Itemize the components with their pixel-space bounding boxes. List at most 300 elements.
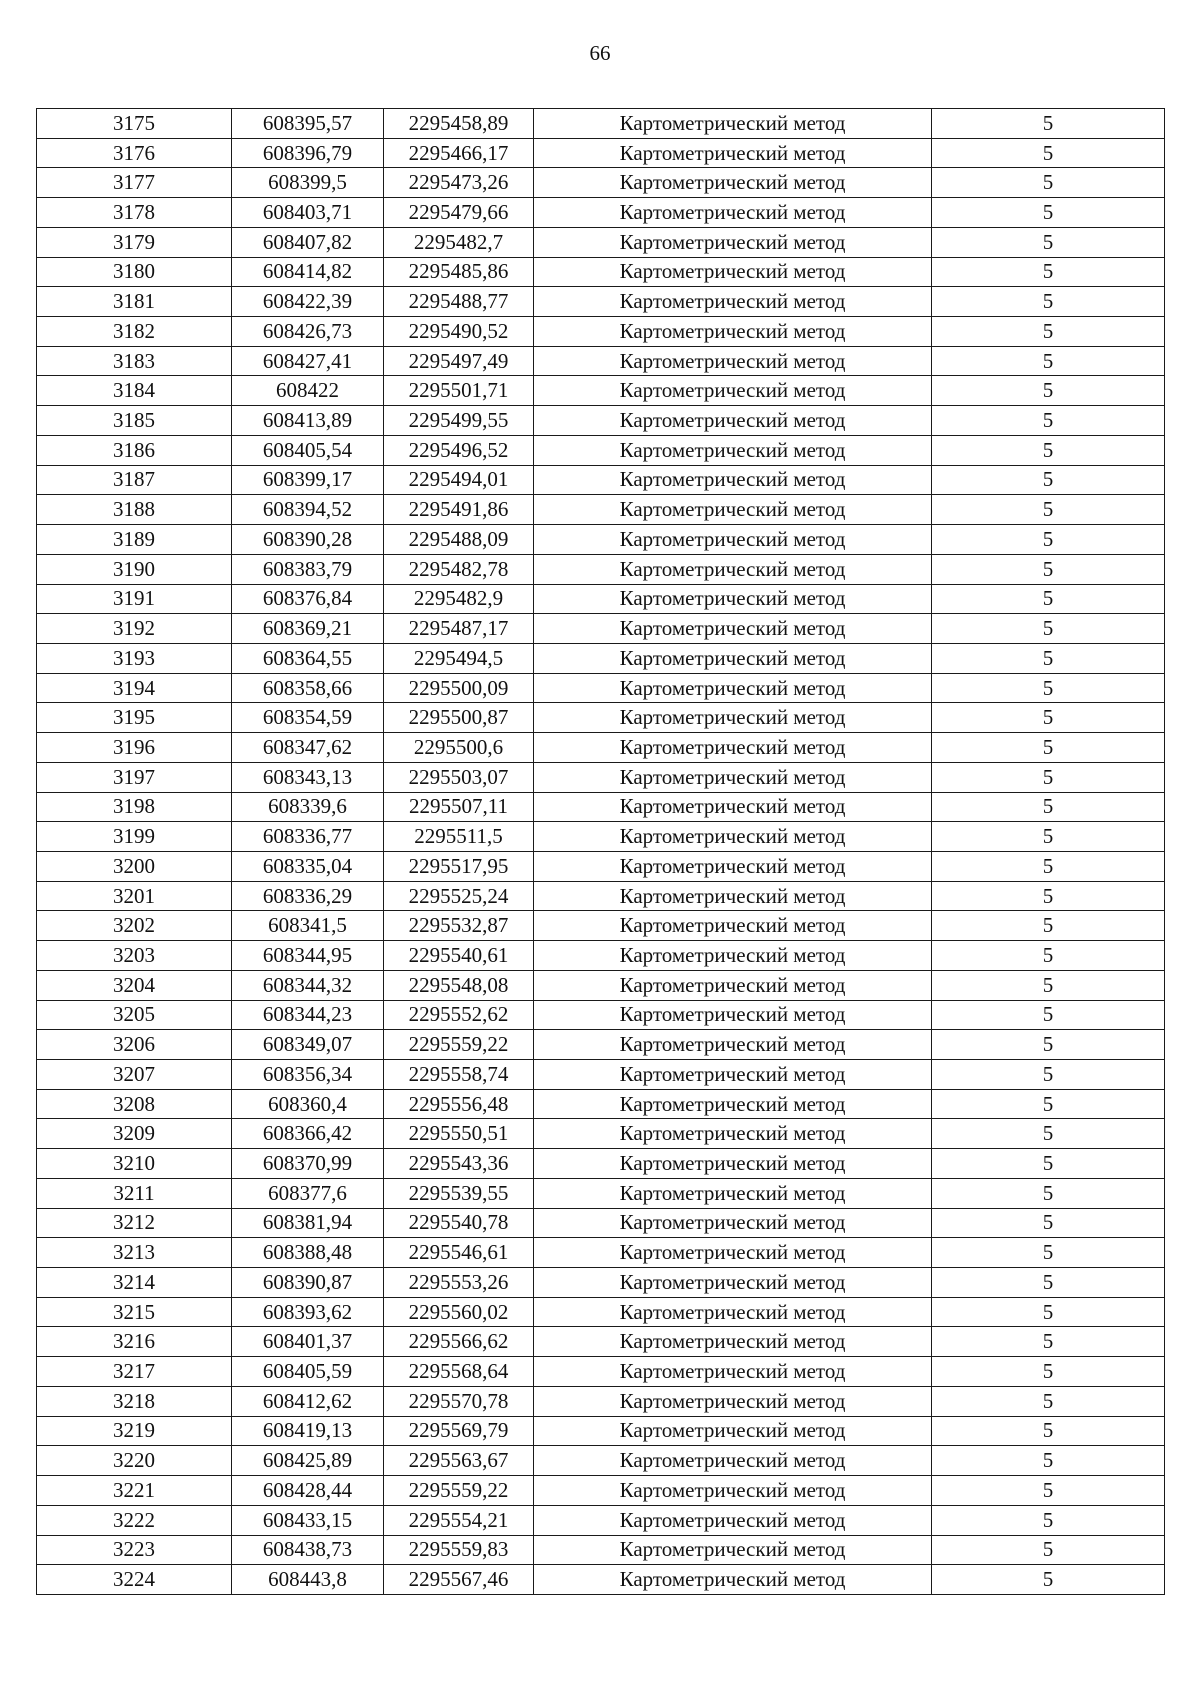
point-number-cell: 3181 <box>37 287 232 317</box>
accuracy-cell: 5 <box>932 1565 1165 1595</box>
table-row <box>37 1505 1165 1535</box>
coordinates-table <box>36 108 1165 1595</box>
y-coordinate-cell: 2295525,24 <box>384 881 534 911</box>
accuracy-cell: 5 <box>932 1327 1165 1357</box>
point-number-cell: 3210 <box>37 1149 232 1179</box>
y-coordinate-cell: 2295511,5 <box>384 822 534 852</box>
method-cell: Картометрический метод <box>534 673 932 703</box>
table-row <box>37 406 1165 436</box>
accuracy-cell: 5 <box>932 525 1165 555</box>
method-cell: Картометрический метод <box>534 406 932 436</box>
table-row <box>37 227 1165 257</box>
point-number-cell: 3216 <box>37 1327 232 1357</box>
accuracy-cell: 5 <box>932 1060 1165 1090</box>
x-coordinate-cell: 608395,57 <box>232 109 384 139</box>
y-coordinate-cell: 2295494,01 <box>384 465 534 495</box>
y-coordinate-cell: 2295503,07 <box>384 762 534 792</box>
accuracy-cell: 5 <box>932 941 1165 971</box>
x-coordinate-cell: 608425,89 <box>232 1446 384 1476</box>
point-number-cell: 3214 <box>37 1268 232 1298</box>
accuracy-cell: 5 <box>932 1357 1165 1387</box>
method-cell: Картометрический метод <box>534 1565 932 1595</box>
point-number-cell: 3200 <box>37 851 232 881</box>
method-cell: Картометрический метод <box>534 1386 932 1416</box>
table-row <box>37 941 1165 971</box>
y-coordinate-cell: 2295558,74 <box>384 1060 534 1090</box>
point-number-cell: 3196 <box>37 733 232 763</box>
y-coordinate-cell: 2295548,08 <box>384 970 534 1000</box>
method-cell: Картометрический метод <box>534 1178 932 1208</box>
y-coordinate-cell: 2295496,52 <box>384 435 534 465</box>
method-cell: Картометрический метод <box>534 525 932 555</box>
x-coordinate-cell: 608344,32 <box>232 970 384 1000</box>
accuracy-cell: 5 <box>932 1149 1165 1179</box>
y-coordinate-cell: 2295482,7 <box>384 227 534 257</box>
y-coordinate-cell: 2295485,86 <box>384 257 534 287</box>
y-coordinate-cell: 2295540,61 <box>384 941 534 971</box>
x-coordinate-cell: 608427,41 <box>232 346 384 376</box>
table-row <box>37 614 1165 644</box>
y-coordinate-cell: 2295491,86 <box>384 495 534 525</box>
y-coordinate-cell: 2295517,95 <box>384 851 534 881</box>
method-cell: Картометрический метод <box>534 1000 932 1030</box>
y-coordinate-cell: 2295482,78 <box>384 554 534 584</box>
accuracy-cell: 5 <box>932 435 1165 465</box>
method-cell: Картометрический метод <box>534 1089 932 1119</box>
method-cell: Картометрический метод <box>534 1208 932 1238</box>
accuracy-cell: 5 <box>932 287 1165 317</box>
table-row <box>37 911 1165 941</box>
y-coordinate-cell: 2295567,46 <box>384 1565 534 1595</box>
table-row <box>37 495 1165 525</box>
x-coordinate-cell: 608335,04 <box>232 851 384 881</box>
point-number-cell: 3175 <box>37 109 232 139</box>
x-coordinate-cell: 608426,73 <box>232 317 384 347</box>
page-number: 66 <box>589 41 611 65</box>
table-row <box>37 822 1165 852</box>
x-coordinate-cell: 608433,15 <box>232 1505 384 1535</box>
y-coordinate-cell: 2295540,78 <box>384 1208 534 1238</box>
point-number-cell: 3205 <box>37 1000 232 1030</box>
table-row <box>37 1208 1165 1238</box>
y-coordinate-cell: 2295566,62 <box>384 1327 534 1357</box>
y-coordinate-cell: 2295570,78 <box>384 1386 534 1416</box>
x-coordinate-cell: 608422,39 <box>232 287 384 317</box>
method-cell: Картометрический метод <box>534 1416 932 1446</box>
accuracy-cell: 5 <box>932 851 1165 881</box>
x-coordinate-cell: 608381,94 <box>232 1208 384 1238</box>
point-number-cell: 3187 <box>37 465 232 495</box>
table-row <box>37 1446 1165 1476</box>
y-coordinate-cell: 2295559,22 <box>384 1476 534 1506</box>
method-cell: Картометрический метод <box>534 1149 932 1179</box>
x-coordinate-cell: 608383,79 <box>232 554 384 584</box>
point-number-cell: 3190 <box>37 554 232 584</box>
y-coordinate-cell: 2295500,6 <box>384 733 534 763</box>
x-coordinate-cell: 608336,29 <box>232 881 384 911</box>
table-row <box>37 1000 1165 1030</box>
table-row <box>37 1060 1165 1090</box>
method-cell: Картометрический метод <box>534 1446 932 1476</box>
point-number-cell: 3207 <box>37 1060 232 1090</box>
table-row <box>37 1089 1165 1119</box>
x-coordinate-cell: 608399,17 <box>232 465 384 495</box>
x-coordinate-cell: 608401,37 <box>232 1327 384 1357</box>
y-coordinate-cell: 2295546,61 <box>384 1238 534 1268</box>
y-coordinate-cell: 2295553,26 <box>384 1268 534 1298</box>
method-cell: Картометрический метод <box>534 1327 932 1357</box>
y-coordinate-cell: 2295488,77 <box>384 287 534 317</box>
method-cell: Картометрический метод <box>534 465 932 495</box>
method-cell: Картометрический метод <box>534 138 932 168</box>
method-cell: Картометрический метод <box>534 1119 932 1149</box>
accuracy-cell: 5 <box>932 317 1165 347</box>
accuracy-cell: 5 <box>932 822 1165 852</box>
y-coordinate-cell: 2295479,66 <box>384 198 534 228</box>
point-number-cell: 3212 <box>37 1208 232 1238</box>
accuracy-cell: 5 <box>932 614 1165 644</box>
x-coordinate-cell: 608356,34 <box>232 1060 384 1090</box>
accuracy-cell: 5 <box>932 881 1165 911</box>
table-row <box>37 1119 1165 1149</box>
point-number-cell: 3223 <box>37 1535 232 1565</box>
method-cell: Картометрический метод <box>534 1268 932 1298</box>
table-row <box>37 109 1165 139</box>
table-row <box>37 1268 1165 1298</box>
method-cell: Картометрический метод <box>534 703 932 733</box>
x-coordinate-cell: 608407,82 <box>232 227 384 257</box>
method-cell: Картометрический метод <box>534 643 932 673</box>
y-coordinate-cell: 2295466,17 <box>384 138 534 168</box>
x-coordinate-cell: 608412,62 <box>232 1386 384 1416</box>
y-coordinate-cell: 2295560,02 <box>384 1297 534 1327</box>
point-number-cell: 3195 <box>37 703 232 733</box>
x-coordinate-cell: 608394,52 <box>232 495 384 525</box>
accuracy-cell: 5 <box>932 1119 1165 1149</box>
table-row <box>37 1327 1165 1357</box>
method-cell: Картометрический метод <box>534 1297 932 1327</box>
accuracy-cell: 5 <box>932 1000 1165 1030</box>
table-row <box>37 198 1165 228</box>
x-coordinate-cell: 608369,21 <box>232 614 384 644</box>
x-coordinate-cell: 608349,07 <box>232 1030 384 1060</box>
accuracy-cell: 5 <box>932 198 1165 228</box>
method-cell: Картометрический метод <box>534 941 932 971</box>
point-number-cell: 3192 <box>37 614 232 644</box>
table-row <box>37 703 1165 733</box>
y-coordinate-cell: 2295458,89 <box>384 109 534 139</box>
y-coordinate-cell: 2295532,87 <box>384 911 534 941</box>
point-number-cell: 3202 <box>37 911 232 941</box>
y-coordinate-cell: 2295500,09 <box>384 673 534 703</box>
point-number-cell: 3204 <box>37 970 232 1000</box>
table-row <box>37 881 1165 911</box>
point-number-cell: 3189 <box>37 525 232 555</box>
point-number-cell: 3206 <box>37 1030 232 1060</box>
coordinates-table-body <box>37 109 1165 1595</box>
point-number-cell: 3176 <box>37 138 232 168</box>
x-coordinate-cell: 608443,8 <box>232 1565 384 1595</box>
method-cell: Картометрический метод <box>534 168 932 198</box>
accuracy-cell: 5 <box>932 554 1165 584</box>
accuracy-cell: 5 <box>932 1535 1165 1565</box>
method-cell: Картометрический метод <box>534 733 932 763</box>
accuracy-cell: 5 <box>932 1208 1165 1238</box>
x-coordinate-cell: 608354,59 <box>232 703 384 733</box>
method-cell: Картометрический метод <box>534 346 932 376</box>
y-coordinate-cell: 2295554,21 <box>384 1505 534 1535</box>
table-row <box>37 762 1165 792</box>
x-coordinate-cell: 608360,4 <box>232 1089 384 1119</box>
accuracy-cell: 5 <box>932 1386 1165 1416</box>
point-number-cell: 3198 <box>37 792 232 822</box>
x-coordinate-cell: 608403,71 <box>232 198 384 228</box>
y-coordinate-cell: 2295559,83 <box>384 1535 534 1565</box>
point-number-cell: 3208 <box>37 1089 232 1119</box>
y-coordinate-cell: 2295490,52 <box>384 317 534 347</box>
y-coordinate-cell: 2295494,5 <box>384 643 534 673</box>
point-number-cell: 3221 <box>37 1476 232 1506</box>
accuracy-cell: 5 <box>932 406 1165 436</box>
accuracy-cell: 5 <box>932 227 1165 257</box>
method-cell: Картометрический метод <box>534 881 932 911</box>
point-number-cell: 3222 <box>37 1505 232 1535</box>
x-coordinate-cell: 608413,89 <box>232 406 384 436</box>
accuracy-cell: 5 <box>932 376 1165 406</box>
y-coordinate-cell: 2295500,87 <box>384 703 534 733</box>
point-number-cell: 3220 <box>37 1446 232 1476</box>
y-coordinate-cell: 2295568,64 <box>384 1357 534 1387</box>
accuracy-cell: 5 <box>932 792 1165 822</box>
y-coordinate-cell: 2295556,48 <box>384 1089 534 1119</box>
x-coordinate-cell: 608388,48 <box>232 1238 384 1268</box>
x-coordinate-cell: 608405,59 <box>232 1357 384 1387</box>
point-number-cell: 3184 <box>37 376 232 406</box>
point-number-cell: 3215 <box>37 1297 232 1327</box>
method-cell: Картометрический метод <box>534 851 932 881</box>
method-cell: Картометрический метод <box>534 970 932 1000</box>
method-cell: Картометрический метод <box>534 1030 932 1060</box>
table-row <box>37 584 1165 614</box>
method-cell: Картометрический метод <box>534 495 932 525</box>
x-coordinate-cell: 608428,44 <box>232 1476 384 1506</box>
accuracy-cell: 5 <box>932 1416 1165 1446</box>
method-cell: Картометрический метод <box>534 287 932 317</box>
point-number-cell: 3197 <box>37 762 232 792</box>
table-row <box>37 1357 1165 1387</box>
accuracy-cell: 5 <box>932 643 1165 673</box>
method-cell: Картометрический метод <box>534 435 932 465</box>
table-row <box>37 138 1165 168</box>
point-number-cell: 3182 <box>37 317 232 347</box>
accuracy-cell: 5 <box>932 465 1165 495</box>
y-coordinate-cell: 2295497,49 <box>384 346 534 376</box>
point-number-cell: 3194 <box>37 673 232 703</box>
x-coordinate-cell: 608344,23 <box>232 1000 384 1030</box>
x-coordinate-cell: 608390,28 <box>232 525 384 555</box>
y-coordinate-cell: 2295488,09 <box>384 525 534 555</box>
point-number-cell: 3191 <box>37 584 232 614</box>
accuracy-cell: 5 <box>932 109 1165 139</box>
method-cell: Картометрический метод <box>534 1238 932 1268</box>
table-row <box>37 733 1165 763</box>
x-coordinate-cell: 608364,55 <box>232 643 384 673</box>
y-coordinate-cell: 2295543,36 <box>384 1149 534 1179</box>
method-cell: Картометрический метод <box>534 911 932 941</box>
y-coordinate-cell: 2295482,9 <box>384 584 534 614</box>
table-row <box>37 435 1165 465</box>
table-row <box>37 1416 1165 1446</box>
method-cell: Картометрический метод <box>534 1535 932 1565</box>
table-row <box>37 1565 1165 1595</box>
y-coordinate-cell: 2295507,11 <box>384 792 534 822</box>
point-number-cell: 3199 <box>37 822 232 852</box>
x-coordinate-cell: 608366,42 <box>232 1119 384 1149</box>
y-coordinate-cell: 2295550,51 <box>384 1119 534 1149</box>
accuracy-cell: 5 <box>932 257 1165 287</box>
table-row <box>37 673 1165 703</box>
method-cell: Картометрический метод <box>534 614 932 644</box>
method-cell: Картометрический метод <box>534 554 932 584</box>
point-number-cell: 3217 <box>37 1357 232 1387</box>
x-coordinate-cell: 608419,13 <box>232 1416 384 1446</box>
table-row <box>37 1535 1165 1565</box>
x-coordinate-cell: 608343,13 <box>232 762 384 792</box>
y-coordinate-cell: 2295473,26 <box>384 168 534 198</box>
accuracy-cell: 5 <box>932 970 1165 1000</box>
accuracy-cell: 5 <box>932 673 1165 703</box>
x-coordinate-cell: 608396,79 <box>232 138 384 168</box>
method-cell: Картометрический метод <box>534 1060 932 1090</box>
x-coordinate-cell: 608390,87 <box>232 1268 384 1298</box>
x-coordinate-cell: 608339,6 <box>232 792 384 822</box>
accuracy-cell: 5 <box>932 1505 1165 1535</box>
method-cell: Картометрический метод <box>534 109 932 139</box>
method-cell: Картометрический метод <box>534 227 932 257</box>
table-row <box>37 1030 1165 1060</box>
accuracy-cell: 5 <box>932 1030 1165 1060</box>
accuracy-cell: 5 <box>932 138 1165 168</box>
y-coordinate-cell: 2295559,22 <box>384 1030 534 1060</box>
table-row <box>37 257 1165 287</box>
y-coordinate-cell: 2295487,17 <box>384 614 534 644</box>
table-row <box>37 287 1165 317</box>
method-cell: Картометрический метод <box>534 584 932 614</box>
point-number-cell: 3185 <box>37 406 232 436</box>
table-row <box>37 346 1165 376</box>
accuracy-cell: 5 <box>932 1446 1165 1476</box>
table-row <box>37 1238 1165 1268</box>
accuracy-cell: 5 <box>932 1268 1165 1298</box>
point-number-cell: 3209 <box>37 1119 232 1149</box>
accuracy-cell: 5 <box>932 1476 1165 1506</box>
x-coordinate-cell: 608405,54 <box>232 435 384 465</box>
method-cell: Картометрический метод <box>534 257 932 287</box>
y-coordinate-cell: 2295539,55 <box>384 1178 534 1208</box>
accuracy-cell: 5 <box>932 1178 1165 1208</box>
x-coordinate-cell: 608399,5 <box>232 168 384 198</box>
point-number-cell: 3183 <box>37 346 232 376</box>
accuracy-cell: 5 <box>932 911 1165 941</box>
table-row <box>37 554 1165 584</box>
table-row <box>37 1297 1165 1327</box>
x-coordinate-cell: 608341,5 <box>232 911 384 941</box>
table-row <box>37 525 1165 555</box>
point-number-cell: 3178 <box>37 198 232 228</box>
point-number-cell: 3224 <box>37 1565 232 1595</box>
method-cell: Картометрический метод <box>534 1476 932 1506</box>
table-row <box>37 376 1165 406</box>
y-coordinate-cell: 2295552,62 <box>384 1000 534 1030</box>
point-number-cell: 3186 <box>37 435 232 465</box>
table-row <box>37 970 1165 1000</box>
x-coordinate-cell: 608370,99 <box>232 1149 384 1179</box>
accuracy-cell: 5 <box>932 1297 1165 1327</box>
accuracy-cell: 5 <box>932 1238 1165 1268</box>
table-row <box>37 168 1165 198</box>
accuracy-cell: 5 <box>932 495 1165 525</box>
table-row <box>37 317 1165 347</box>
point-number-cell: 3211 <box>37 1178 232 1208</box>
accuracy-cell: 5 <box>932 1089 1165 1119</box>
point-number-cell: 3179 <box>37 227 232 257</box>
accuracy-cell: 5 <box>932 762 1165 792</box>
x-coordinate-cell: 608393,62 <box>232 1297 384 1327</box>
table-row <box>37 465 1165 495</box>
x-coordinate-cell: 608422 <box>232 376 384 406</box>
point-number-cell: 3180 <box>37 257 232 287</box>
x-coordinate-cell: 608344,95 <box>232 941 384 971</box>
y-coordinate-cell: 2295569,79 <box>384 1416 534 1446</box>
table-row <box>37 1178 1165 1208</box>
accuracy-cell: 5 <box>932 733 1165 763</box>
y-coordinate-cell: 2295501,71 <box>384 376 534 406</box>
table-row <box>37 1386 1165 1416</box>
x-coordinate-cell: 608358,66 <box>232 673 384 703</box>
method-cell: Картометрический метод <box>534 317 932 347</box>
method-cell: Картометрический метод <box>534 376 932 406</box>
accuracy-cell: 5 <box>932 703 1165 733</box>
x-coordinate-cell: 608336,77 <box>232 822 384 852</box>
method-cell: Картометрический метод <box>534 762 932 792</box>
method-cell: Картометрический метод <box>534 1505 932 1535</box>
point-number-cell: 3188 <box>37 495 232 525</box>
accuracy-cell: 5 <box>932 168 1165 198</box>
accuracy-cell: 5 <box>932 584 1165 614</box>
method-cell: Картометрический метод <box>534 198 932 228</box>
y-coordinate-cell: 2295563,67 <box>384 1446 534 1476</box>
accuracy-cell: 5 <box>932 346 1165 376</box>
point-number-cell: 3218 <box>37 1386 232 1416</box>
y-coordinate-cell: 2295499,55 <box>384 406 534 436</box>
point-number-cell: 3177 <box>37 168 232 198</box>
point-number-cell: 3213 <box>37 1238 232 1268</box>
method-cell: Картометрический метод <box>534 1357 932 1387</box>
point-number-cell: 3201 <box>37 881 232 911</box>
x-coordinate-cell: 608438,73 <box>232 1535 384 1565</box>
point-number-cell: 3219 <box>37 1416 232 1446</box>
method-cell: Картометрический метод <box>534 822 932 852</box>
x-coordinate-cell: 608414,82 <box>232 257 384 287</box>
x-coordinate-cell: 608377,6 <box>232 1178 384 1208</box>
x-coordinate-cell: 608347,62 <box>232 733 384 763</box>
point-number-cell: 3193 <box>37 643 232 673</box>
table-row <box>37 851 1165 881</box>
table-row <box>37 792 1165 822</box>
table-row <box>37 643 1165 673</box>
table-row <box>37 1149 1165 1179</box>
point-number-cell: 3203 <box>37 941 232 971</box>
